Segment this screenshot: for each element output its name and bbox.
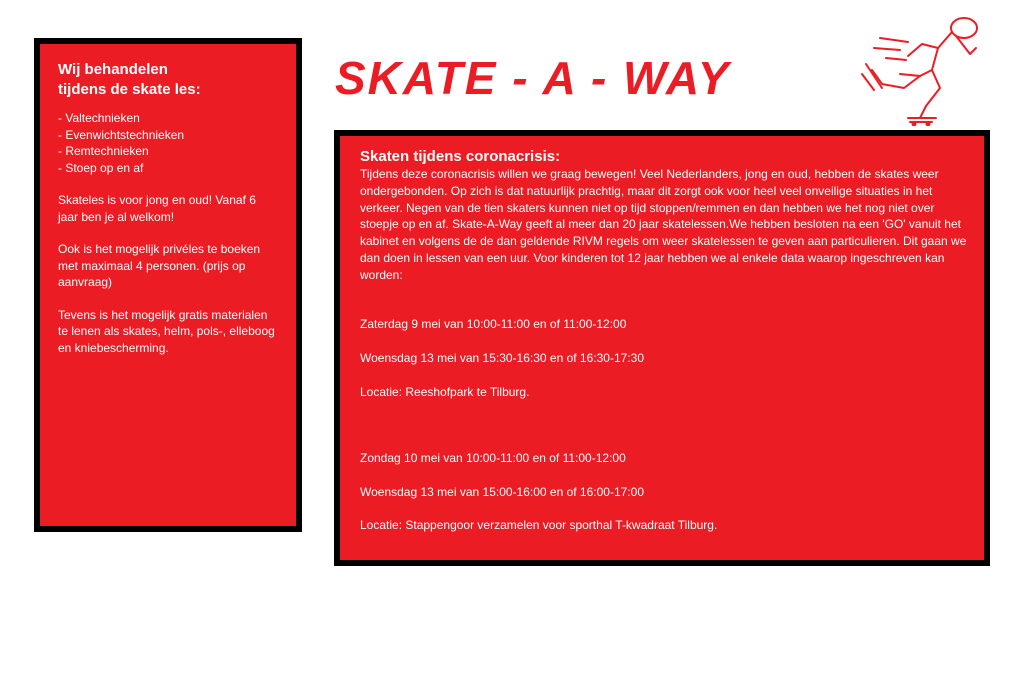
schedule-line: Zondag 10 mei van 10:00-11:00 en of 11:00-12:00 (360, 450, 626, 465)
skate-a-way-logo: SKATE - A - WAY (335, 52, 731, 104)
location-line: Locatie: Reeshofpark te Tilburg. (360, 384, 530, 399)
schedule-block-reeshofpark (360, 300, 970, 418)
private-lessons-paragraph: Ook is het mogelijk privéles te boeken met maximaal 4 personen. (prijs op aanvraag) (58, 242, 261, 289)
left-title-line1: Wij behandelen (58, 61, 168, 78)
contact-prefix: U kunt uzelf aanmelden door te mailen naar (360, 666, 597, 681)
location-line: Locatie: Stappengoor verzamelen voor sporthal T-kwadraat Tilburg. (360, 518, 718, 533)
left-info-panel (34, 38, 302, 532)
age-paragraph: Skateles is voor jong en oud! Vanaf 6 jaar ben je al welkom! (58, 193, 256, 224)
skater-icon (860, 14, 992, 126)
list-item: - Remtechnieken (58, 144, 149, 158)
schedule-line: Woensdag 13 mei van 15:30-16:30 en of 16:30-17:30 (360, 350, 644, 365)
costs-paragraph: De kosten van de lessen hebben wij relatief laag gehouden. Per uur betaalt u €12,50 per kind. U kunt uw kind voor een of meerdere les(sen) inschrijven! (360, 567, 968, 599)
left-title-line2: tijdens de skate les: (58, 81, 201, 98)
corona-panel-title: Skaten tijdens coronacrisis: (360, 148, 561, 165)
schedule-line: Woensdag 13 mei van 15:00-16:00 en of 16:00-17:00 (360, 484, 644, 499)
technique-list (58, 110, 278, 176)
signup-paragraph: Opgeven per mail. Er is maximaal plaats voor 10 kinderen per groep. Voor volwassenen is het nu niet mogelijk om skate lessen te organiseren. U kunt wel alvast kenbaar maken of u interesse heeft in deze les(sen). (360, 617, 966, 649)
intro-paragraph: Tijdens deze coronacrisis willen we graag bewegen! Veel Nederlanders, jong en oud, hebben de skates weer ondergebonden. Op zich is dat natuurlijk prachtig, maar dit zorgt ook voor heel veel onveilige situaties in het verkeer. Negen van de tien skaters kunnen niet op tijd stoppen/remmen en dan hebben we het nog niet over stoepje op en af. Skate-A-Way geeft al meer dan 20 jaar skatelessen.We hebben besloten na een 'GO' vanuit het kabinet en volgens de de dan geldende RIVM regels om weer skatelessen te geven aan particulieren. Dit gaan we dan doen in lessen van een uur. Voor kinderen tot 12 jaar hebben we al enkele data waarop ingeschreven kan worden: (360, 167, 967, 282)
list-item: - Valtechnieken (58, 111, 140, 125)
list-item: - Stoep op en af (58, 160, 144, 175)
contact-paragraph (360, 666, 970, 683)
schedule-line: Zaterdag 9 mei van 10:00-11:00 en of 11:00-12:00 (360, 317, 627, 332)
email-link[interactable]: G.elesen@home.nl (596, 666, 704, 681)
materials-paragraph: Tevens is het mogelijk gratis materialen te lenen als skates, helm, pols-, elleboog en kniebescherming. (58, 307, 275, 355)
schedule-block-stappengoor (360, 433, 970, 551)
list-item: - Evenwichtstechnieken (58, 127, 185, 142)
left-panel-title (58, 60, 278, 100)
corona-info-panel (334, 130, 990, 681)
